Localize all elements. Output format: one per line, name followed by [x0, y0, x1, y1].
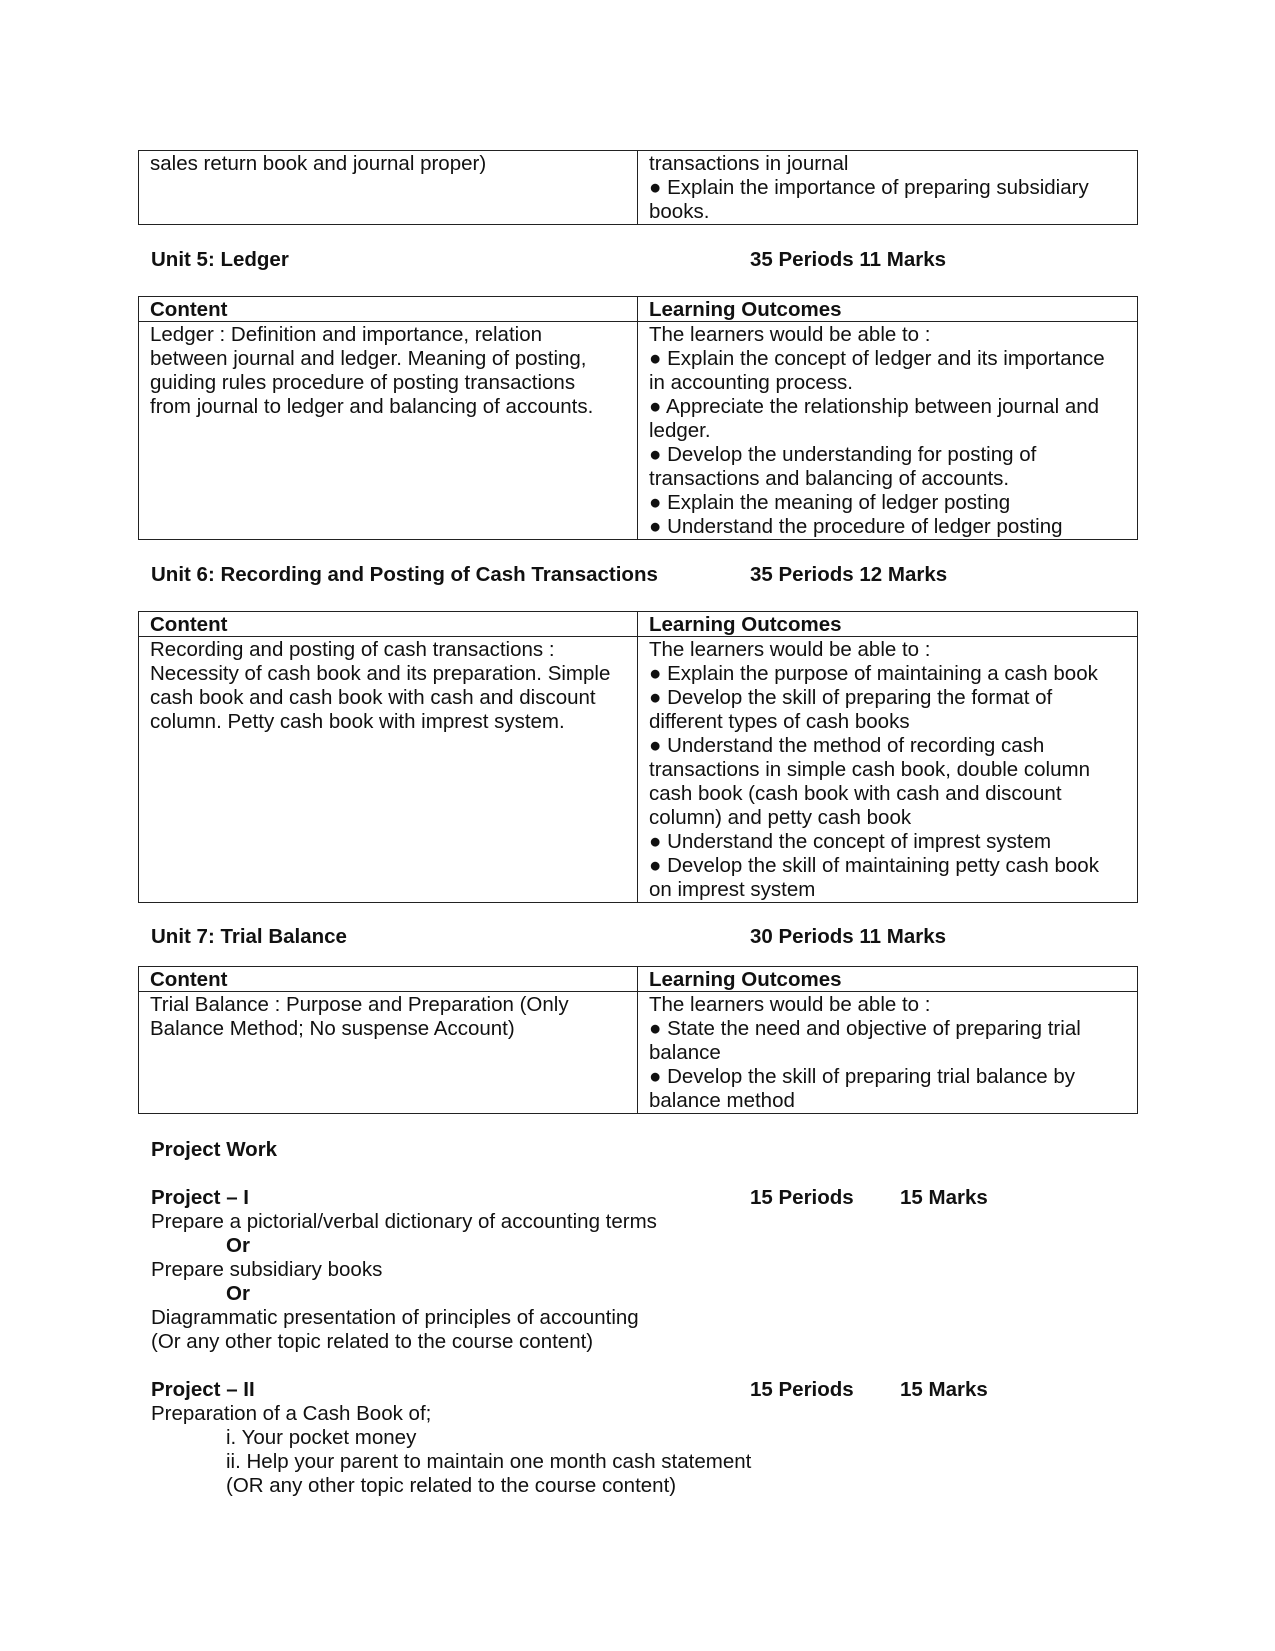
table-header-row: [139, 297, 1138, 322]
project2-body: [151, 1402, 751, 1498]
content-line: between journal and ledger. Meaning of posting,: [150, 347, 587, 370]
or-separator: Or: [226, 1282, 250, 1305]
project-item: (OR any other topic related to the course content): [226, 1474, 677, 1497]
project2-title: Project – II: [151, 1378, 255, 1401]
unit7-title: Unit 7: Trial Balance: [151, 925, 347, 948]
outcome-line: ● Understand the concept of imprest system: [649, 830, 1052, 853]
content-line: Ledger : Definition and importance, relation: [150, 323, 543, 346]
outcome-line: ● State the need and objective of preparing trial: [649, 1017, 1081, 1040]
header-content: Content: [139, 297, 638, 322]
outcome-line: The learners would be able to :: [649, 993, 931, 1016]
outcome-line: ● Understand the method of recording cash: [649, 734, 1045, 757]
outcome-line: ● Explain the meaning of ledger posting: [649, 491, 1011, 514]
header-outcomes: Learning Outcomes: [638, 612, 1138, 637]
unit4-continuation-table: [138, 150, 1138, 225]
project2-periods: 15 Periods: [750, 1378, 854, 1401]
unit7-periods-marks: 30 Periods 11 Marks: [750, 925, 947, 948]
unit5-title: Unit 5: Ledger: [151, 248, 289, 271]
outcome-line: ledger.: [649, 419, 711, 442]
header-outcomes: Learning Outcomes: [638, 297, 1138, 322]
project-line: Preparation of a Cash Book of;: [151, 1402, 432, 1425]
outcome-line: ● Understand the procedure of ledger posting: [649, 515, 1063, 538]
outcome-line: The learners would be able to :: [649, 638, 931, 661]
project2-marks: 15 Marks: [900, 1378, 988, 1401]
project-item: ii. Help your parent to maintain one month cash statement: [226, 1450, 752, 1473]
outcome-line: column) and petty cash book: [649, 806, 912, 829]
unit5-table: [138, 296, 1138, 540]
outcome-line: in accounting process.: [649, 371, 853, 394]
outcome-line: ● Develop the skill of preparing trial balance by: [649, 1065, 1076, 1088]
outcome-line: ● Develop the skill of preparing the format of: [649, 686, 1053, 709]
table-header-row: [139, 612, 1138, 637]
outcomes-cell: [638, 992, 1138, 1114]
project1-title: Project – I: [151, 1186, 249, 1209]
outcome-line: balance method: [649, 1089, 795, 1112]
table-row: [139, 992, 1138, 1114]
outcome-line: transactions and balancing of accounts.: [649, 467, 1010, 490]
content-line: cash book and cash book with cash and discount: [150, 686, 596, 709]
table-row: [139, 637, 1138, 903]
content-line: Trial Balance : Purpose and Preparation (Only: [150, 993, 569, 1016]
table-row: [139, 322, 1138, 540]
content-line: Necessity of cash book and its preparation. Simple: [150, 662, 611, 685]
content-cell: [139, 151, 638, 225]
outcome-line: ● Explain the concept of ledger and its importance: [649, 347, 1105, 370]
outcome-line: cash book (cash book with cash and discount: [649, 782, 1062, 805]
unit6-title: Unit 6: Recording and Posting of Cash Transactions: [151, 563, 658, 586]
content-line: column. Petty cash book with imprest system.: [150, 710, 565, 733]
content-line: from journal to ledger and balancing of accounts.: [150, 395, 594, 418]
outcome-line: books.: [649, 200, 710, 223]
project1-marks: 15 Marks: [900, 1186, 988, 1209]
or-separator: Or: [226, 1234, 250, 1257]
content-line: guiding rules procedure of posting transactions: [150, 371, 576, 394]
outcome-line: ● Develop the skill of maintaining petty cash book: [649, 854, 1099, 877]
outcomes-cell: [638, 637, 1138, 903]
project-line: (Or any other topic related to the course content): [151, 1330, 594, 1353]
content-line: Recording and posting of cash transactions :: [150, 638, 555, 661]
table-row: [139, 151, 1138, 225]
project-line: Prepare subsidiary books: [151, 1258, 383, 1281]
header-outcomes: Learning Outcomes: [638, 967, 1138, 992]
content-cell: [139, 322, 638, 540]
outcome-line: ● Explain the purpose of maintaining a cash book: [649, 662, 1098, 685]
unit6-table: [138, 611, 1138, 903]
content-line: Balance Method; No suspense Account): [150, 1017, 515, 1040]
outcome-line: on imprest system: [649, 878, 816, 901]
header-content: Content: [139, 612, 638, 637]
project-line: Diagrammatic presentation of principles of accounting: [151, 1306, 639, 1329]
outcome-line: ● Appreciate the relationship between journal and: [649, 395, 1100, 418]
table-header-row: [139, 967, 1138, 992]
project-work-title: Project Work: [151, 1138, 278, 1161]
outcomes-cell: [638, 322, 1138, 540]
unit7-table: [138, 966, 1138, 1114]
outcomes-cell: [638, 151, 1138, 225]
project-item: i. Your pocket money: [226, 1426, 417, 1449]
outcome-line: ● Develop the understanding for posting of: [649, 443, 1037, 466]
outcome-line: The learners would be able to :: [649, 323, 931, 346]
outcome-line: transactions in simple cash book, double column: [649, 758, 1090, 781]
project-line: Prepare a pictorial/verbal dictionary of accounting terms: [151, 1210, 657, 1233]
outcome-line: transactions in journal: [649, 152, 849, 175]
outcome-line: balance: [649, 1041, 721, 1064]
unit6-periods-marks: 35 Periods 12 Marks: [750, 563, 948, 586]
content-cell: [139, 637, 638, 903]
content-cell: [139, 992, 638, 1114]
content-text: sales return book and journal proper): [150, 152, 487, 175]
unit5-periods-marks: 35 Periods 11 Marks: [750, 248, 947, 271]
project1-periods: 15 Periods: [750, 1186, 854, 1209]
outcome-line: different types of cash books: [649, 710, 910, 733]
header-content: Content: [139, 967, 638, 992]
outcome-line: ● Explain the importance of preparing subsidiary: [649, 176, 1089, 199]
project1-body: [151, 1210, 657, 1354]
